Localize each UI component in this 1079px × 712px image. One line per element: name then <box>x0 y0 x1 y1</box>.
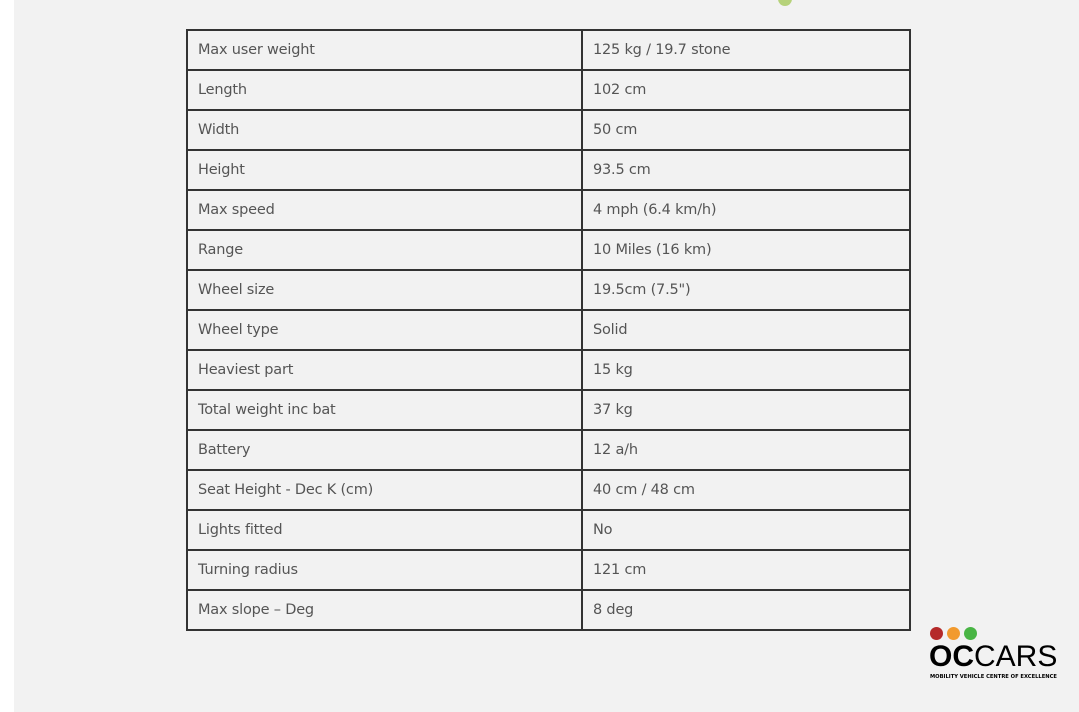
spec-label: Max user weight <box>187 30 582 70</box>
table-row <box>187 110 910 150</box>
table-row <box>187 70 910 110</box>
table-row <box>187 230 910 270</box>
spec-label: Wheel size <box>187 270 582 310</box>
spec-label: Battery <box>187 430 582 470</box>
spec-value: 12 a/h <box>582 430 910 470</box>
table-row <box>187 190 910 230</box>
spec-value: 19.5cm (7.5") <box>582 270 910 310</box>
table-row <box>187 390 910 430</box>
spec-value: 93.5 cm <box>582 150 910 190</box>
specifications-table <box>186 29 911 631</box>
spec-label: Total weight inc bat <box>187 390 582 430</box>
logo-word-thin: CARS <box>974 640 1058 673</box>
spec-label: Max slope – Deg <box>187 590 582 630</box>
table-row <box>187 430 910 470</box>
table-row <box>187 590 910 630</box>
spec-label: Wheel type <box>187 310 582 350</box>
table-row <box>187 350 910 390</box>
logo-dot-red <box>930 627 943 640</box>
spec-label: Width <box>187 110 582 150</box>
logo-dot-orange <box>947 627 960 640</box>
table-row <box>187 470 910 510</box>
logo-wordmark <box>929 640 1057 674</box>
logo-dot-green <box>964 627 977 640</box>
spec-label: Lights fitted <box>187 510 582 550</box>
specifications-table-body <box>187 30 910 630</box>
spec-value: 37 kg <box>582 390 910 430</box>
spec-value: 40 cm / 48 cm <box>582 470 910 510</box>
table-row <box>187 150 910 190</box>
logo-word-bold: OC <box>929 640 974 673</box>
table-row <box>187 510 910 550</box>
table-row <box>187 30 910 70</box>
occars-logo[interactable] <box>929 627 1058 685</box>
spec-label: Height <box>187 150 582 190</box>
spec-value: 4 mph (6.4 km/h) <box>582 190 910 230</box>
spec-label: Seat Height - Dec K (cm) <box>187 470 582 510</box>
spec-label: Range <box>187 230 582 270</box>
spec-label: Turning radius <box>187 550 582 590</box>
table-row <box>187 310 910 350</box>
spec-value: 10 Miles (16 km) <box>582 230 910 270</box>
spec-label: Length <box>187 70 582 110</box>
spec-value: 15 kg <box>582 350 910 390</box>
spec-value: No <box>582 510 910 550</box>
table-row <box>187 270 910 310</box>
spec-value: 121 cm <box>582 550 910 590</box>
spec-value: 102 cm <box>582 70 910 110</box>
spec-label: Max speed <box>187 190 582 230</box>
spec-value: Solid <box>582 310 910 350</box>
spec-value: 50 cm <box>582 110 910 150</box>
spec-value: 8 deg <box>582 590 910 630</box>
spec-label: Heaviest part <box>187 350 582 390</box>
spec-value: 125 kg / 19.7 stone <box>582 30 910 70</box>
accent-dot <box>778 0 792 6</box>
table-row <box>187 550 910 590</box>
logo-tagline: MOBILITY VEHICLE CENTRE OF EXCELLENCE <box>930 674 1057 680</box>
